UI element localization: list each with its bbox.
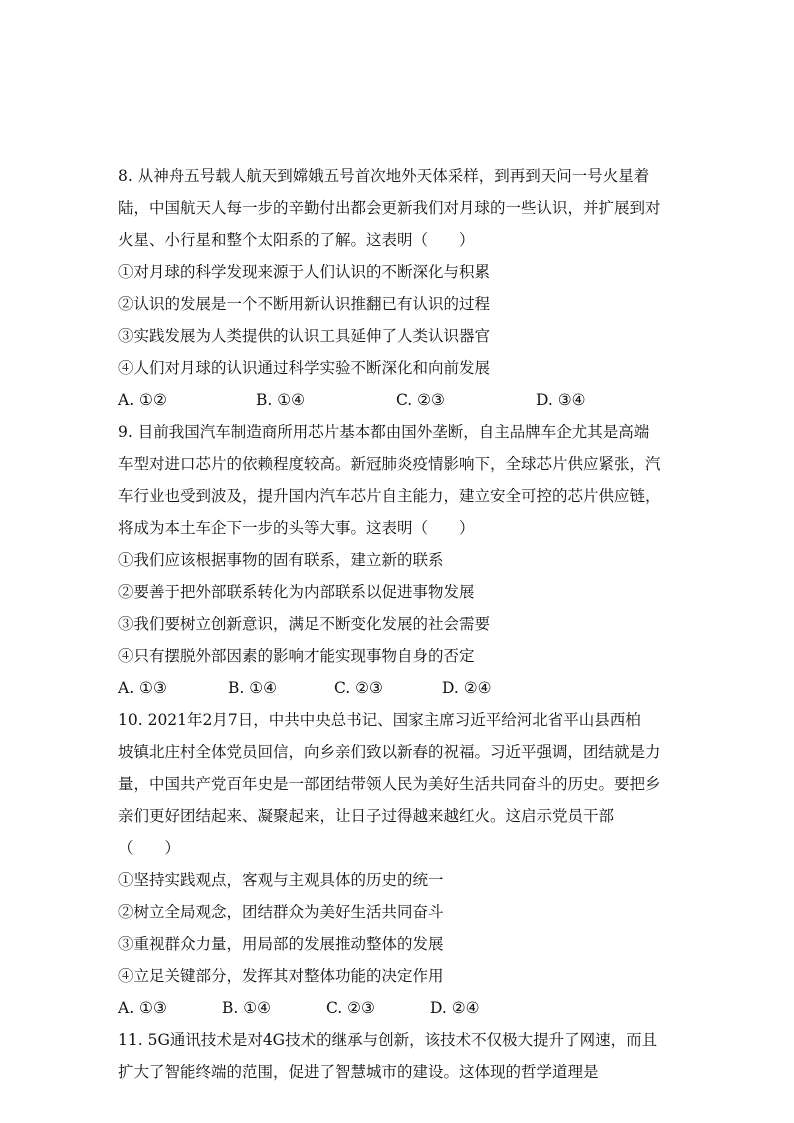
q10-stem-line-5: （ ） <box>118 839 181 857</box>
q8-option-d: D. ③④ <box>536 391 586 409</box>
q9-option-c: C. ②③ <box>334 679 383 697</box>
q8-statement-2: ②认识的发展是一个不断用新认识推翻已有认识的过程 <box>118 295 491 313</box>
q8-stem-line-2: 陆，中国航天人每一步的辛勤付出都会更新我们对月球的一些认识，并扩展到对 <box>118 199 661 217</box>
q8-option-a: A. ①② <box>118 391 167 409</box>
q9-statement-3: ③我们要树立创新意识，满足不断变化发展的社会需要 <box>118 615 491 633</box>
q9-statement-4: ④只有摆脱外部因素的影响才能实现事物自身的否定 <box>118 647 475 665</box>
q10-stem-line-2: 坡镇北庄村全体党员回信，向乡亲们致以新春的祝福。习近平强调，团结就是力 <box>118 743 661 761</box>
q9-stem-line-3: 车行业也受到波及，提升国内汽车芯片自主能力，建立安全可控的芯片供应链， <box>118 487 661 505</box>
q10-statement-1: ①坚持实践观点，客观与主观具体的历史的统一 <box>118 871 444 889</box>
q9-option-a: A. ①③ <box>118 679 167 697</box>
q10-stem-line-4: 亲们更好团结起来、凝聚起来，让日子过得越来越红火。这启示党员干部 <box>118 807 615 825</box>
q8-option-c: C. ②③ <box>396 391 445 409</box>
q10-statement-2: ②树立全局观念，团结群众为美好生活共同奋斗 <box>118 903 444 921</box>
q9-stem-line-1: 9. 目前我国汽车制造商所用芯片基本都由国外垄断，自主品牌车企尤其是高端 <box>118 423 650 441</box>
q9-statement-1: ①我们应该根据事物的固有联系，建立新的联系 <box>118 551 444 569</box>
q8-statement-4: ④人们对月球的认识通过科学实验不断深化和向前发展 <box>118 359 491 377</box>
q10-stem-line-1: 10. 2021年2月7日，中共中央总书记、国家主席习近平给河北省平山县西柏 <box>118 711 641 729</box>
q9-statement-2: ②要善于把外部联系转化为内部联系以促进事物发展 <box>118 583 475 601</box>
q9-option-b: B. ①④ <box>228 679 278 697</box>
q8-stem-line-1: 8. 从神舟五号载人航天到嫦娥五号首次地外天体采样，到再到天问一号火星着 <box>118 167 650 185</box>
q8-stem-line-3: 火星、小行星和整个太阳系的了解。这表明（ ） <box>118 231 475 249</box>
q8-options <box>118 390 678 410</box>
q10-statement-4: ④立足关键部分，发挥其对整体功能的决定作用 <box>118 967 444 985</box>
q9-stem-line-2: 车型对进口芯片的依赖程度较高。新冠肺炎疫情影响下，全球芯片供应紧张，汽 <box>118 455 661 473</box>
q10-option-b: B. ①④ <box>222 999 272 1017</box>
q10-statement-3: ③重视群众力量，用局部的发展推动整体的发展 <box>118 935 444 953</box>
q8-statement-3: ③实践发展为人类提供的认识工具延伸了人类认识器官 <box>118 327 491 345</box>
q11-stem-line-1: 11. 5G通讯技术是对4G技术的继承与创新，该技术不仅极大提升了网速，而且 <box>118 1031 658 1049</box>
q9-option-d: D. ②④ <box>442 679 492 697</box>
q9-stem-line-4: 将成为本土车企下一步的头等大事。这表明（ ） <box>118 519 475 537</box>
q10-option-c: C. ②③ <box>326 999 375 1017</box>
q11-stem-line-2: 扩大了智能终端的范围，促进了智慧城市的建设。这体现的哲学道理是 <box>118 1063 599 1081</box>
q10-stem-line-3: 量，中国共产党百年史是一部团结带领人民为美好生活共同奋斗的历史。要把乡 <box>118 775 661 793</box>
q8-option-b: B. ①④ <box>256 391 306 409</box>
q10-option-d: D. ②④ <box>430 999 480 1017</box>
q10-option-a: A. ①③ <box>118 999 167 1017</box>
q10-options <box>118 998 678 1018</box>
q9-options <box>118 678 678 698</box>
q8-statement-1: ①对月球的科学发现来源于人们认识的不断深化与积累 <box>118 263 491 281</box>
